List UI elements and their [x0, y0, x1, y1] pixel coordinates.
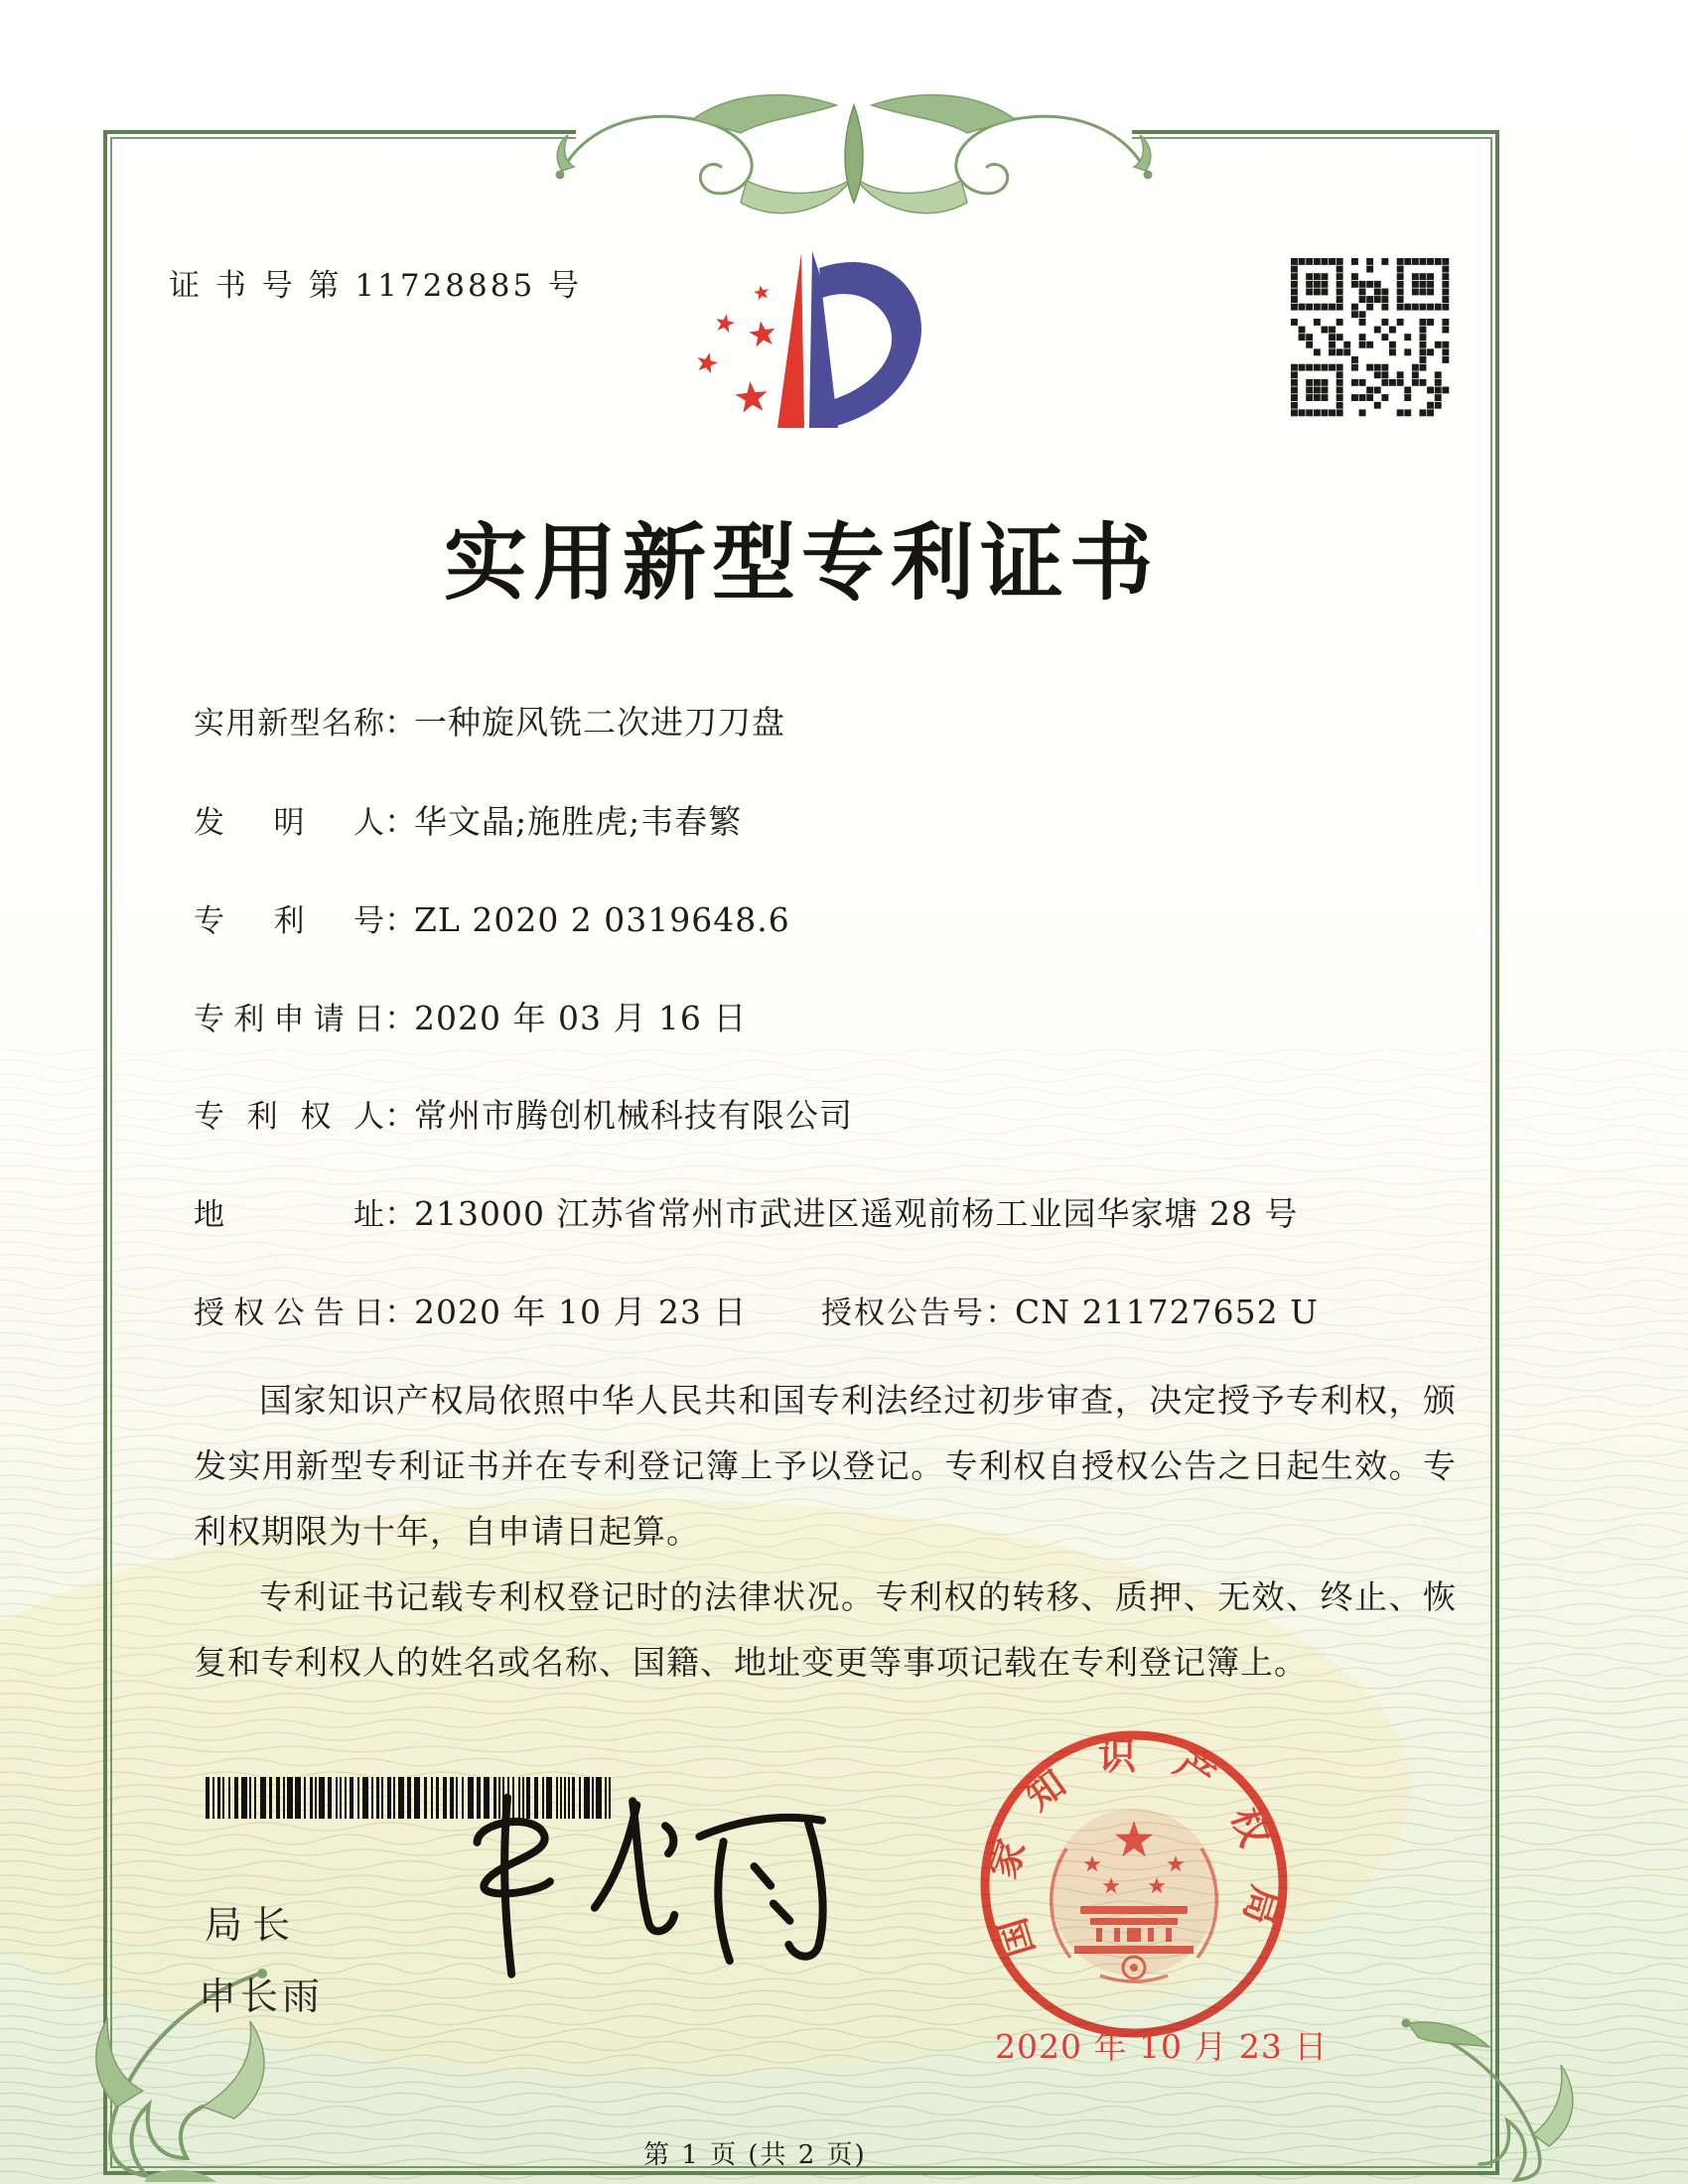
certificate-title: 实用新型专利证书 [443, 513, 1159, 612]
field-label: 专利号 [194, 903, 384, 939]
grant-no-value: CN 211727652 U [1015, 1293, 1319, 1331]
grant-no-pair [821, 1287, 1319, 1333]
field-row-filing-date [194, 993, 1504, 1039]
grant-no-label: 授权公告号 [821, 1296, 985, 1331]
field-colon: ： [384, 1096, 417, 1135]
grant-date-label: 授权公告日 [194, 1296, 384, 1331]
legal-paragraph-2: 专利证书记载专利权登记时的法律状况。专利权的转移、质押、无效、终止、恢复和专利权人的姓名或名称、国籍、地址变更等事项记载在专利登记簿上。 [194, 1577, 1457, 1682]
legal-text-block [194, 1368, 1457, 1696]
field-row-grant [194, 1287, 1504, 1333]
field-colon: ： [985, 1293, 1018, 1331]
officer-title: 局长 [205, 1903, 301, 1947]
logo-red-wedge [777, 253, 804, 428]
seal-national-emblem [1051, 1809, 1217, 1981]
cnipa-logo [655, 236, 933, 435]
top-flourish-ornament [546, 75, 1162, 224]
field-label: 实用新型名称 [194, 706, 384, 742]
page-number: 第 1 页 (共 2 页) [643, 2140, 867, 2170]
field-value: 常州市腾创机械科技有限公司 [414, 1096, 853, 1135]
field-value: ZL 2020 2 0319648.6 [414, 900, 790, 939]
seal-ring-text: 国家知识产权局 [979, 1733, 1289, 1963]
bottom-right-flourish-ornament [1398, 2013, 1607, 2182]
field-colon: ： [384, 900, 417, 939]
field-label: 专利权人 [194, 1099, 384, 1135]
seal-date: 2020 年 10 月 23 日 [995, 2027, 1329, 2066]
logo-p-bowl [819, 262, 921, 426]
legal-paragraph-1: 国家知识产权局依照中华人民共和国专利法经过初步审查，决定授予专利权，颁发实用新型专利证书并在专利登记簿上予以登记。专利权自授权公告之日起生效。专利权期限为十年，自申请日起算。 [194, 1381, 1457, 1551]
field-value: 一种旋风铣二次进刀刀盘 [414, 703, 785, 742]
field-label: 专利申请日 [194, 1002, 384, 1037]
field-value: 2020 年 03 月 16 日 [414, 999, 748, 1037]
field-value: 华文晶;施胜虎;韦春繁 [414, 802, 743, 841]
official-seal [973, 1723, 1295, 2045]
qr-code [1291, 258, 1450, 417]
logo-stars-icon [698, 285, 775, 413]
field-row-inventors [194, 796, 1504, 843]
field-colon: ： [384, 999, 417, 1037]
field-colon: ： [384, 802, 417, 841]
field-label: 发明人 [194, 805, 384, 841]
field-label: 地址 [194, 1197, 384, 1233]
certificate-number: 证 书 号 第 11728885 号 [169, 268, 583, 304]
field-colon: ： [384, 1194, 417, 1233]
field-row-address [194, 1188, 1504, 1235]
field-row-name [194, 697, 1504, 744]
field-row-patent-no [194, 894, 1504, 941]
grant-date-value: 2020 年 10 月 23 日 [414, 1293, 748, 1331]
officer-name: 申长雨 [199, 1975, 325, 2018]
field-row-patentee [194, 1090, 1504, 1137]
field-colon: ： [384, 703, 417, 742]
flourish-scroll-left [556, 95, 853, 213]
signature-handwriting [441, 1768, 845, 1995]
field-colon: ： [384, 1293, 417, 1331]
field-value: 213000 江苏省常州市武进区遥观前杨工业园华家塘 28 号 [414, 1194, 1299, 1233]
